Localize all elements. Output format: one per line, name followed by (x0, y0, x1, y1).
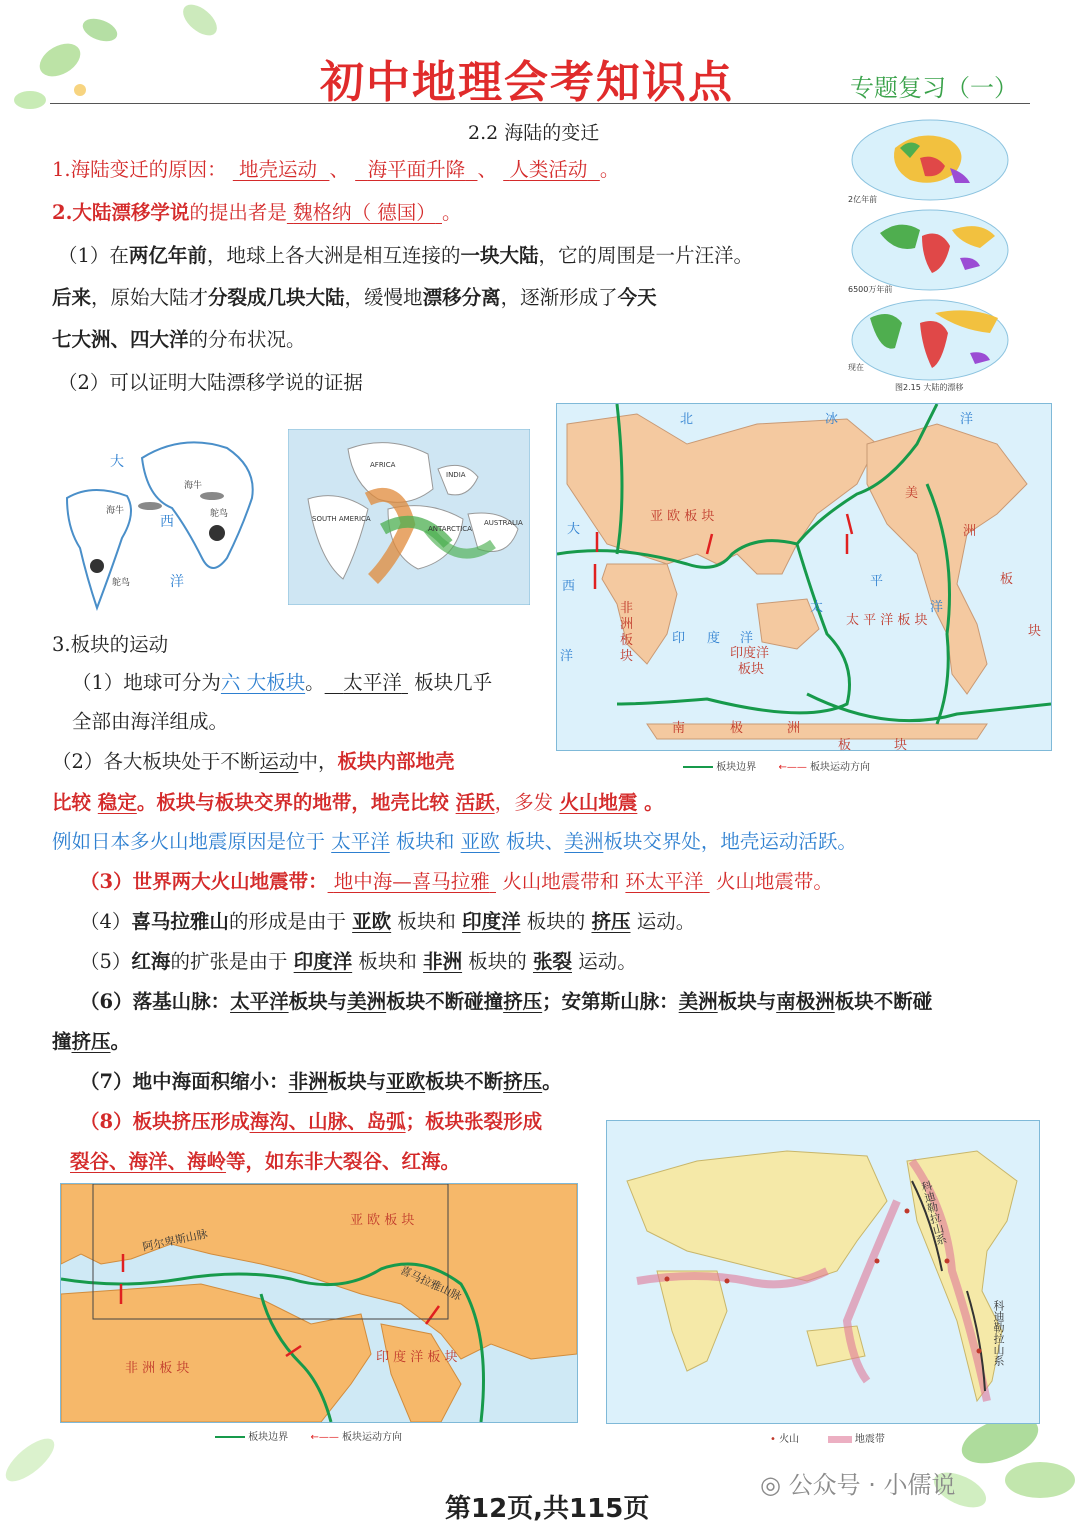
t: （4） (80, 910, 132, 933)
t: 亚欧 (352, 910, 392, 933)
t: ，缓慢地 (344, 286, 423, 309)
plates-line-6 (80, 869, 833, 895)
world-plate-map (556, 403, 1052, 751)
legend-quake-belt: 地震带 (854, 1434, 885, 1445)
answer-active: 活跃 (455, 791, 495, 814)
t: ；板块张裂形成 (405, 1110, 543, 1133)
period: 。 (441, 201, 462, 224)
ocean-label-1: 大 (110, 454, 124, 470)
t: 今天 (617, 286, 657, 309)
legend-arrow-icon: ←—— (310, 1432, 339, 1443)
t: 挤压 (503, 1070, 543, 1093)
t: 七大洲、四大洋 (52, 328, 189, 351)
proposer-text: 的提出者是 (189, 201, 287, 224)
globe-200ma (852, 120, 1008, 200)
continent-label-australia: AUSTRALIA (484, 519, 523, 527)
label-indian-1: 印 (672, 631, 686, 646)
t: （6）落基山脉： (80, 990, 231, 1013)
plates-line-8 (80, 949, 637, 975)
animal-label-manatee-2: 海牛 (106, 506, 125, 516)
answer-human-activity: 人类活动 (509, 158, 588, 181)
label-pacific-2: 平 (870, 574, 884, 589)
t: 美洲 (678, 990, 718, 1013)
t: ，原始大陆才 (91, 286, 209, 309)
ocean-label-3: 洋 (170, 574, 184, 590)
regional-label-african-plate: 非 洲 板 块 (125, 1361, 190, 1376)
label-atlantic-3: 洋 (560, 649, 574, 664)
continent-label-antarctica: ANTARCTICA (428, 525, 472, 533)
ocean-label-2: 西 (160, 514, 174, 530)
period: 。 (599, 158, 620, 181)
t: 的扩张是由于 (170, 950, 294, 973)
t: 板块的 (462, 950, 533, 973)
continent-label-india: INDIA (446, 471, 466, 479)
t: ，地球上各大洲是相互连接的 (206, 244, 461, 267)
answer-movement: 运动 (259, 750, 299, 773)
t: 裂谷、海洋、海岭 (70, 1150, 227, 1173)
t: 非洲 (423, 950, 463, 973)
globe-caption-2: 6500万年前 (848, 285, 893, 294)
t: 海沟、山脉、岛弧 (249, 1110, 406, 1133)
regional-label-eurasian-plate: 亚 欧 板 块 (350, 1213, 415, 1228)
t: （3）世界两大火山地震带： (80, 870, 328, 893)
legend-volcano: 火山 (779, 1434, 800, 1445)
answer-six-plates: 六 大板块 (220, 671, 306, 694)
legend-boundary: 板块边界 (716, 762, 757, 773)
evidence-line: （2）可以证明大陆漂移学说的证据 (58, 371, 363, 394)
t: 美洲 (347, 990, 387, 1013)
label-america-3: 板 (1000, 572, 1014, 587)
t: 板块和 (352, 950, 424, 973)
regional-label-alps: 阿尔卑斯山脉 (141, 1227, 209, 1254)
t: 太平洋 (230, 990, 289, 1013)
t: 板块与 (327, 1070, 387, 1093)
label-africa-2: 洲 (620, 617, 634, 632)
plates-line-11 (80, 1069, 562, 1095)
label-antarctic-2: 极 (730, 721, 744, 736)
reason-lead: 1.海陆变迁的原因： (52, 158, 227, 181)
plates-line-9 (80, 989, 932, 1015)
label-america-2: 洲 (963, 524, 977, 539)
t: 。板块与板块交界的地带，地壳比较 (136, 791, 456, 814)
volcano-dot-icon: • (770, 1434, 776, 1445)
globe-figure-caption: 图2.15 大陆的漂移 (895, 383, 964, 392)
label-america-1: 美 (905, 486, 919, 501)
sep: 、 (477, 158, 497, 181)
label-antarctic-3: 洲 (787, 721, 801, 736)
t: ，多发 (494, 791, 560, 814)
t: 美洲 (564, 830, 604, 853)
label-indian-plate-1: 印度洋 (730, 646, 770, 661)
t: 板块不断碰撞 (386, 990, 504, 1013)
plates-line-12 (80, 1109, 542, 1135)
answer-circum-pacific: 环太平洋 (625, 870, 704, 893)
t: 。 (305, 671, 325, 694)
t: 例如日本多火山地震原因是位于 (52, 830, 332, 853)
globe-65ma (852, 210, 1008, 290)
t: 一块大陆 (460, 244, 539, 267)
t: 后来 (52, 286, 92, 309)
plates-line-13 (70, 1149, 460, 1175)
label-arctic-2: 冰 (825, 412, 839, 427)
drift-desc-line-2 (52, 285, 657, 311)
legend-line-icon (215, 1436, 245, 1438)
answer-pacific: 太平洋 (343, 671, 402, 694)
label-arctic-3: 洋 (960, 412, 974, 427)
t: （7）地中海面积缩小： (80, 1070, 289, 1093)
page-subtitle: 专题复习（一） (850, 74, 1018, 102)
t: 分裂成几块大陆 (208, 286, 345, 309)
t: 板块交界处，地壳运动活跃。 (603, 830, 857, 853)
label-america-4: 块 (1028, 624, 1042, 639)
continental-drift-globes (840, 118, 1020, 398)
t: 板块的 (520, 910, 592, 933)
t: 太平洋 (331, 830, 390, 853)
t: 板块和 (391, 910, 463, 933)
plates-line-3 (52, 749, 454, 775)
plates-line-1 (72, 670, 492, 696)
t: 挤压 (71, 1030, 111, 1053)
label-indian-plate-2: 板块 (738, 662, 765, 677)
t: 板块、 (499, 830, 565, 853)
continent-label-south-america: SOUTH AMERICA (312, 515, 371, 523)
plates-line-4 (52, 790, 664, 816)
t: 撞 (52, 1030, 72, 1053)
regional-plate-map (60, 1183, 578, 1423)
manatee-icon (138, 502, 162, 510)
plates-line-2: 全部由海洋组成。 (72, 710, 229, 733)
quake-belt-swatch-icon (828, 1436, 852, 1443)
t: （8）板块挤压形成 (80, 1110, 250, 1133)
evidence-map-gondwana (288, 429, 530, 605)
t: ，它的周围是一片汪洋。 (538, 244, 753, 267)
t: 。 (637, 791, 664, 814)
t: （5） (80, 950, 132, 973)
t: ，逐渐形成了 (500, 286, 618, 309)
label-atlantic-2: 西 (562, 579, 576, 594)
t: 等，如东非大裂谷、红海。 (226, 1150, 461, 1173)
plates-line-5 (52, 829, 857, 855)
t: （1）在 (58, 244, 129, 267)
t: 。 (542, 1070, 562, 1093)
page-number: 第12页,共115页 (445, 1494, 650, 1524)
t: 漂移分离 (422, 286, 501, 309)
t: 板块内部地壳 (337, 750, 455, 773)
label-africa-4: 块 (620, 649, 634, 664)
t: 火山地震带和 (496, 870, 626, 893)
label-africa-3: 板 (620, 633, 634, 648)
sep: 、 (329, 158, 349, 181)
label-arctic-1: 北 (680, 412, 694, 427)
quake-label-cordillera-1: 科迪勒拉山系 (918, 1179, 949, 1247)
globe-caption-3: 现在 (848, 363, 864, 372)
wechat-icon: ◎ (760, 1471, 781, 1499)
answer-crust-movement: 地壳运动 (239, 158, 318, 181)
t: 火山地震带。 (709, 870, 833, 893)
plates-line-7 (80, 909, 695, 935)
t: （1）地球可分为 (72, 671, 221, 694)
animal-label-manatee-1: 海牛 (184, 481, 203, 491)
ostrich-icon (209, 525, 225, 541)
t: 挤压 (503, 990, 543, 1013)
regional-map-legend (215, 1428, 402, 1443)
t: 的分布状况。 (188, 328, 306, 351)
answer-stable: 稳定 (97, 791, 137, 814)
continent-label-africa: AFRICA (370, 461, 396, 469)
t: 比较 (52, 791, 98, 814)
t: 印度洋 (293, 950, 353, 973)
legend-arrow-icon: ←—— (778, 762, 807, 773)
t: 板块几乎 (407, 671, 493, 694)
answer-volcano-quake: 火山地震 (559, 791, 638, 814)
watermark-text: 公众号 · 小儒说 (788, 1471, 956, 1499)
t: 喜马拉雅山 (131, 910, 229, 933)
label-pacific-plate: 太 平 洋 板 块 (846, 613, 928, 628)
t: 运动。 (572, 950, 637, 973)
reason-line (52, 157, 619, 183)
label-antarctic-1: 南 (672, 721, 686, 736)
legend-line-icon (683, 766, 713, 768)
t: 亚欧 (460, 830, 500, 853)
label-indian-2: 度 (707, 631, 721, 646)
plates-line-10 (52, 1029, 130, 1055)
answer-wegener: 魏格纳（ 德国） (293, 201, 436, 224)
plate-map-legend (683, 758, 870, 773)
label-antarctic-5: 块 (894, 738, 908, 753)
t: 运动。 (630, 910, 696, 933)
answer-mediterranean-himalaya: 地中海—喜马拉雅 (333, 870, 490, 893)
quake-map-legend (770, 1430, 885, 1445)
t: 张裂 (532, 950, 572, 973)
legend-direction: 板块运动方向 (342, 1432, 403, 1443)
t: 亚欧 (386, 1070, 426, 1093)
manatee-icon (200, 492, 224, 500)
t: 板块和 (389, 830, 461, 853)
label-pacific-3: 洋 (930, 600, 944, 615)
volcano-quake-map (606, 1120, 1040, 1424)
animal-label-ostrich-2: 鸵鸟 (112, 578, 131, 588)
t: （2）各大板块处于不断 (52, 750, 260, 773)
drift-desc-line-1 (58, 243, 753, 269)
t: 板块不断碰 (834, 990, 933, 1013)
regional-label-indian-plate: 印 度 洋 板 块 (376, 1350, 458, 1365)
t: 板块不断 (425, 1070, 504, 1093)
drift-theory: 2.大陆漂移学说 (52, 201, 190, 224)
label-atlantic-1: 大 (567, 522, 581, 537)
t: 红海 (131, 950, 171, 973)
t: 两亿年前 (128, 244, 207, 267)
t: 板块与 (717, 990, 777, 1013)
answer-sea-level: 海平面升降 (367, 158, 466, 181)
t: 印度洋 (462, 910, 521, 933)
t: 的形成是由于 (228, 910, 353, 933)
header-divider (50, 103, 1030, 104)
regional-label-himalaya: 喜马拉雅山脉 (398, 1263, 464, 1304)
animal-label-ostrich-1: 鸵鸟 (210, 509, 229, 519)
t: 。 (110, 1030, 131, 1053)
evidence-map-atlantic (52, 418, 272, 613)
ostrich-icon (90, 559, 104, 573)
globe-present (852, 300, 1008, 380)
label-eurasian-plate: 亚 欧 板 块 (650, 509, 715, 524)
legend-direction: 板块运动方向 (810, 762, 871, 773)
watermark (760, 1465, 955, 1500)
page-title: 初中地理会考知识点 (320, 57, 734, 108)
label-africa-1: 非 (620, 601, 634, 616)
t: ；安第斯山脉： (542, 990, 679, 1013)
drift-proposer-line (52, 200, 462, 226)
quake-label-cordillera-2: 科迪勒拉山系 (992, 1300, 1005, 1366)
legend-boundary: 板块边界 (248, 1432, 289, 1443)
plates-heading: 3.板块的运动 (52, 633, 169, 656)
t: 南极洲 (776, 990, 835, 1013)
label-pacific-1: 太 (810, 600, 824, 615)
t: 板块与 (288, 990, 348, 1013)
label-antarctic-4: 板 (838, 738, 852, 753)
globe-caption-1: 2亿年前 (848, 195, 878, 204)
section-heading: 2.2 海陆的变迁 (468, 122, 600, 144)
t: 非洲 (288, 1070, 328, 1093)
label-indian-3: 洋 (740, 631, 754, 646)
t: 中， (298, 750, 338, 773)
decorative-leaves-topleft (0, 0, 260, 140)
drift-desc-line-3 (52, 327, 306, 353)
t: 挤压 (591, 910, 631, 933)
